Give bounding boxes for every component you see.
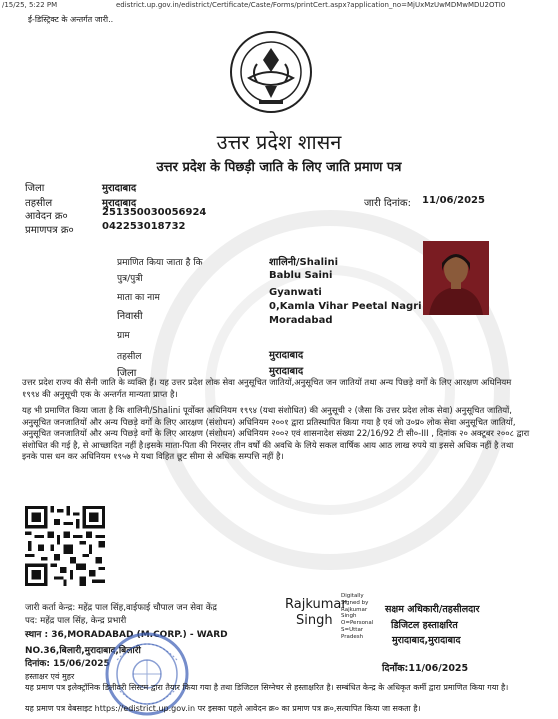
address-line-1: 0,Kamla Vihar Peetal Nagri xyxy=(269,301,422,312)
sig-detail: O=Personal xyxy=(341,620,374,627)
browser-print-header xyxy=(0,0,558,11)
certificate-number-label: प्रमाणपत्र क्र० xyxy=(25,225,74,236)
sig-detail: Rajkumar xyxy=(341,606,368,613)
e-district-note: ई-डिस्ट्रिक्ट के अन्तर्गत जारी.. xyxy=(28,15,114,24)
authority-date: दिनाँक:11/06/2025 xyxy=(382,663,469,674)
sig-detail: Pradesh xyxy=(341,633,364,640)
application-number-label: आवेदन क्र० xyxy=(25,211,68,222)
issuer-date: दिनांक: 15/06/2025 xyxy=(25,659,110,669)
issuer-place-2: NO.36,बिलारी,मुरादाबाद,बिलारी xyxy=(25,646,141,656)
person-district-label: जिला xyxy=(117,368,137,379)
print-url: edistrict.up.gov.in/edistrict/Certificate/Caste/Forms/printCert.aspx?application_no=MjUxMzUwMDMwMDU2OTI0 xyxy=(116,1,506,9)
sig-detail: Signed by xyxy=(341,599,369,606)
sig-detail: S=Uttar xyxy=(341,626,364,633)
mother-name-label: माता का नाम xyxy=(117,293,160,303)
applicant-name: शालिनी/Shalini xyxy=(269,257,339,268)
sig-detail: Singh xyxy=(341,613,357,620)
district-label: जिला xyxy=(25,183,45,194)
person-tehsil-label: तहसील xyxy=(117,352,142,362)
child-of-label: पुत्र/पुत्री xyxy=(117,274,143,284)
issue-date-label: जारी दिनांक: xyxy=(364,198,411,209)
tehsil-label: तहसील xyxy=(25,198,53,209)
certification-paragraph: यह भी प्रमाणित किया जाता है कि शालिनी/Shalini पूर्वोक्त अधिनियम १९९४ (यथा संशोधित) की अनुसूची २ (जैसा कि उत्तर प्रदेश लोक सेवा) अनुसूचित जातियों, अनुसूचित जनजातियों और अन्य पिछड़े वर्गों के लिए आरक्षण (संशोधन) अधिनियम २००१ द्वारा प्रतिस्थापित किया गया है एवं जो उ०प्र० लोक सेवा अनुसूचित जातियों, अनुसूचित जनजातियों और अन्य पिछड़े वर्गों के लिए आरक्षण (संशोधन) अधिनियम २००२ एवं शासनादेश संख्या 22/16/92 टी सी०-III , दिनांक २० अक्टूबर २००८ द्वारा संशोधित की गई है, से आच्छादित नहीं है।इसके माता-पिता की निरन्तर तीन वर्षों की अवधि के लिये सकल वार्षिक आय आठ लाख रुपये या इससे अधिक नहीं है तथा इनके पास धन कर अधिनियम १९५७ मे यथा विहित छूट सीमा से अधिक सम्पत्ति नहीं है। xyxy=(22,405,530,461)
digital-signature-details xyxy=(341,593,373,641)
district-value: मुरादाबाद xyxy=(102,183,137,194)
address-line-2: Moradabad xyxy=(269,315,333,326)
resident-label: निवासी xyxy=(117,311,143,322)
tehsil-value: मुरादाबाद xyxy=(102,198,137,209)
certified-label: प्रमाणित किया जाता है कि xyxy=(117,258,203,268)
page-title: उत्तर प्रदेश शासन xyxy=(216,130,342,154)
certificate-subtitle: उत्तर प्रदेश के पिछड़ी जाति के लिए जाति प्रमाण पत्र xyxy=(156,160,402,175)
issuing-centre: जारी कर्ता केन्द्र: महेंद्र पाल सिंह,वाईफाई चौपाल जन सेवा केंद्र xyxy=(25,603,217,613)
authority-place: मुरादाबाद,मुरादाबाद xyxy=(392,635,461,646)
person-district-value: मुरादाबाद xyxy=(269,366,304,377)
certificate-number-value: 042253018732 xyxy=(102,221,186,232)
footer-note-2: यह प्रमाण पत्र वेबसाइट https://edistrict.up.gov.in पर इसका पहले आवेदन क्र० का प्रमाण पत्र क्र०,सत्यापित किया जा सकता है। xyxy=(25,704,421,713)
issuer-post: पद: महेंद्र पाल सिंह, केन्द्र प्रभारी xyxy=(25,616,127,626)
sign-and-seal-label: हस्ताक्षर एवं मुहर xyxy=(25,672,75,681)
digitally-signed-label: डिजिटल हस्ताक्षरित xyxy=(391,620,458,631)
sig-detail: Digitally xyxy=(341,593,364,599)
footer-note-1: यह प्रमाण पत्र इलेक्ट्रॉनिक डिलीवरी सिस्टम द्वारा तैयार किया गया है तथा डिजिटल सिग्नेचर से हस्ताक्षरित है। सम्बंधित केन्द्र के अधिकृत कर्मी द्वारा प्रमाणित किया गया है। xyxy=(25,683,509,692)
up-emblem-icon xyxy=(229,30,313,114)
application-number-value: 251350030056924 xyxy=(102,207,207,218)
issue-date-value: 11/06/2025 xyxy=(422,195,485,206)
applicant-photo xyxy=(423,241,489,315)
person-tehsil-value: मुरादाबाद xyxy=(269,350,304,361)
signer-name-line-1: Rajkumar xyxy=(285,597,347,612)
father-name: Bablu Saini xyxy=(269,270,333,281)
issuer-place: स्थान : 36,MORADABAD (M.CORP.) - WARD xyxy=(25,630,228,640)
signer-name-line-2: Singh xyxy=(296,613,333,628)
caste-declaration-paragraph: उत्तर प्रदेश राज्य की सैनी जाति के व्यक्ति हैं। यह उत्तर प्रदेश लोक सेवा अनुसूचित जातियों,अनुसूचित जन जातियों तथा अन्य पिछड़े वर्गों के लिए आरक्षण अधिनियम १९९४ की अनुसूची एक के अन्तर्गत मान्यता प्राप्त है। xyxy=(22,377,512,399)
village-label: ग्राम xyxy=(117,331,130,341)
mother-name: Gyanwati xyxy=(269,287,322,298)
print-datetime: /15/25, 5:22 PM xyxy=(2,1,58,9)
qr-code-icon xyxy=(25,506,105,586)
authority-title: सक्षम अधिकारी/तहसीलदार xyxy=(385,604,480,615)
